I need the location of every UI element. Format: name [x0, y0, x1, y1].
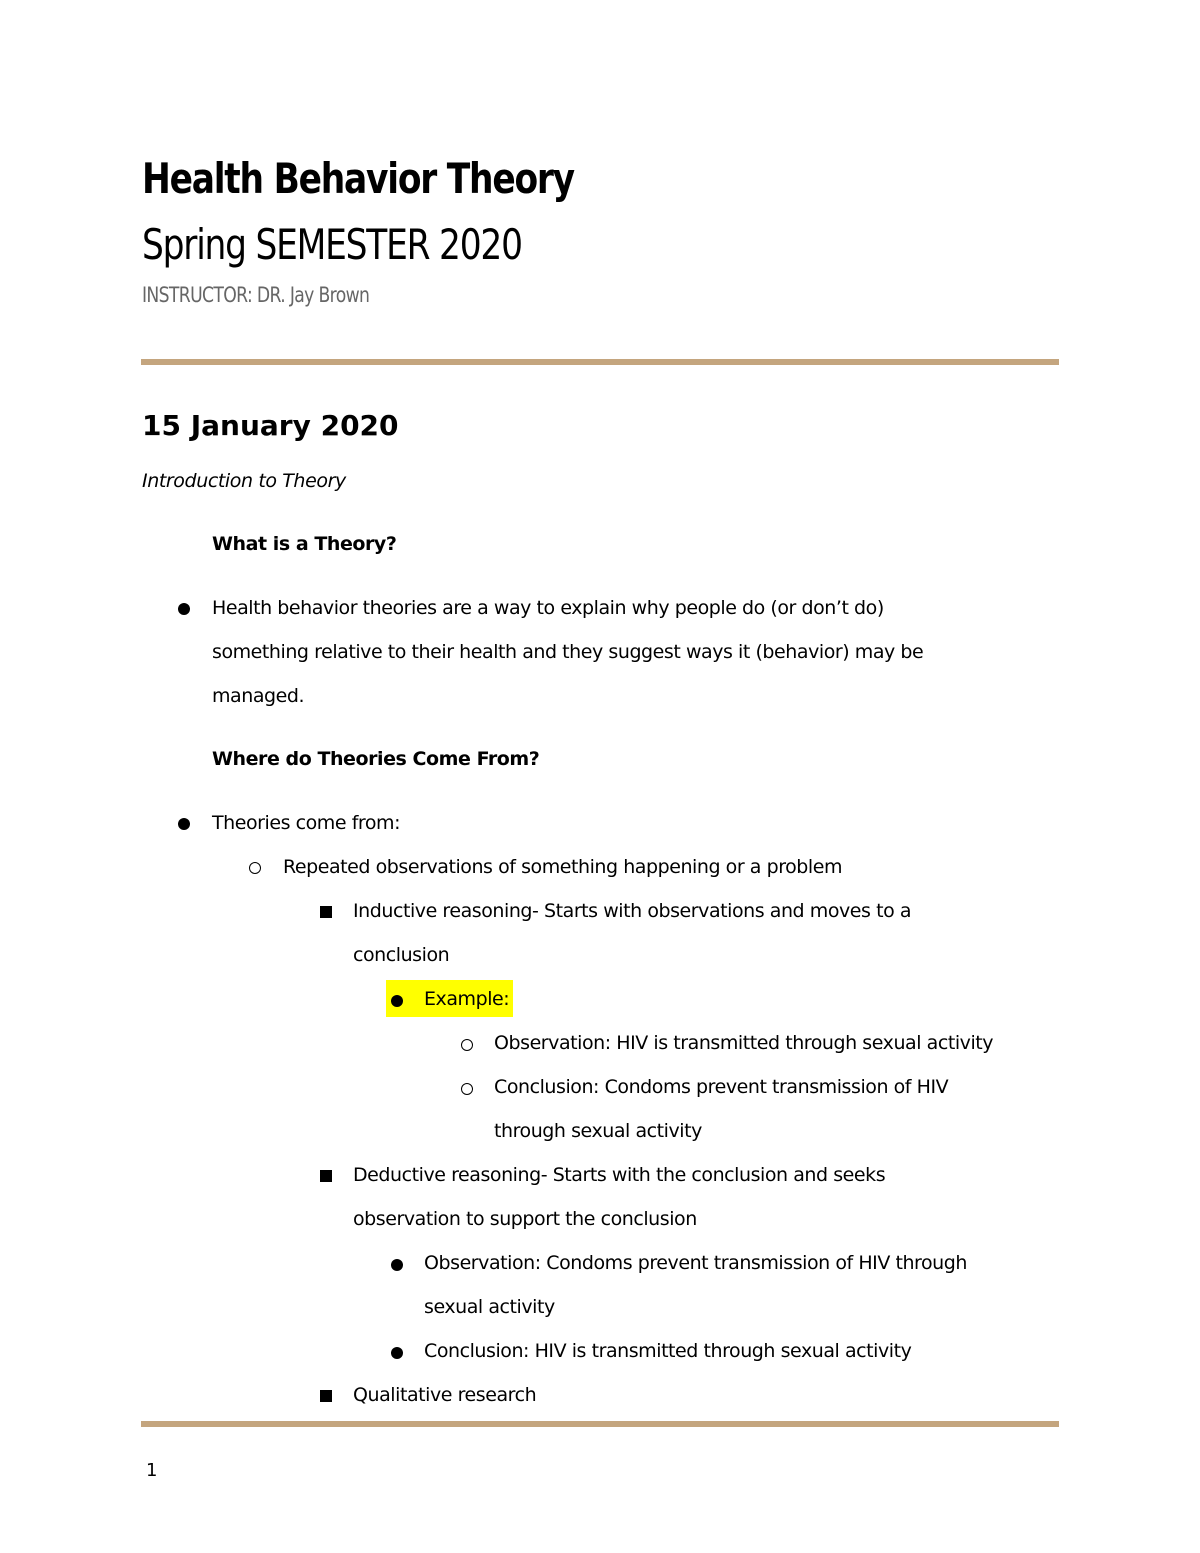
semester-title: Spring SEMESTER 2020 — [142, 220, 522, 269]
question-heading-where-theories-come-from: Where do Theories Come From? — [212, 748, 540, 770]
deductive-bullet-text: sexual activity — [424, 1296, 555, 1318]
example-bullet-text: through sexual activity — [494, 1120, 702, 1142]
bullet-circle-icon — [461, 1039, 473, 1051]
bullet-dot-icon — [391, 1347, 403, 1359]
document-title: Health Behavior Theory — [142, 154, 574, 203]
example-bullet-text: Conclusion: Condoms prevent transmission of HIV — [494, 1076, 949, 1098]
top-divider — [141, 359, 1059, 365]
bullet-square-icon — [320, 1390, 332, 1402]
bottom-divider — [141, 1421, 1059, 1427]
sub-sub-bullet-text: Inductive reasoning- Starts with observations and moves to a — [353, 900, 912, 922]
bullet-square-icon — [320, 906, 332, 918]
bullet-dot-icon — [178, 603, 190, 615]
bullet-square-icon — [320, 1170, 332, 1182]
bullet-dot-icon — [178, 818, 190, 830]
instructor-line: INSTRUCTOR: DR. Jay Brown — [142, 283, 370, 307]
date-heading: 15 January 2020 — [142, 409, 399, 442]
sub-sub-bullet-text: Deductive reasoning- Starts with the conclusion and seeks — [353, 1164, 886, 1186]
sub-sub-bullet-text: Qualitative research — [353, 1384, 537, 1406]
sub-bullet-text: Repeated observations of something happening or a problem — [283, 856, 843, 878]
page-number: 1 — [146, 1460, 158, 1481]
bullet-text-line: Theories come from: — [212, 812, 401, 834]
sub-sub-bullet-text: observation to support the conclusion — [353, 1208, 697, 1230]
example-bullet-text: Observation: HIV is transmitted through sexual activity — [494, 1032, 994, 1054]
example-colon: : — [503, 988, 510, 1010]
bullet-dot-icon — [391, 1259, 403, 1271]
sub-sub-bullet-text: conclusion — [353, 944, 450, 966]
bullet-circle-icon — [249, 862, 261, 874]
question-heading-what-is-theory: What is a Theory? — [212, 533, 397, 555]
bullet-dot-icon — [391, 995, 403, 1007]
bullet-text-line: something relative to their health and they suggest ways it (behavior) may be — [212, 641, 924, 663]
bullet-text-line: Health behavior theories are a way to explain why people do (or don’t do) — [212, 597, 884, 619]
example-label: Example — [424, 988, 504, 1010]
bullet-text-line: managed. — [212, 685, 305, 707]
topic-subtitle: Introduction to Theory — [142, 470, 346, 492]
deductive-bullet-text: Conclusion: HIV is transmitted through sexual activity — [424, 1340, 912, 1362]
bullet-circle-icon — [461, 1083, 473, 1095]
example-label-line — [424, 977, 509, 1021]
deductive-bullet-text: Observation: Condoms prevent transmission of HIV through — [424, 1252, 967, 1274]
